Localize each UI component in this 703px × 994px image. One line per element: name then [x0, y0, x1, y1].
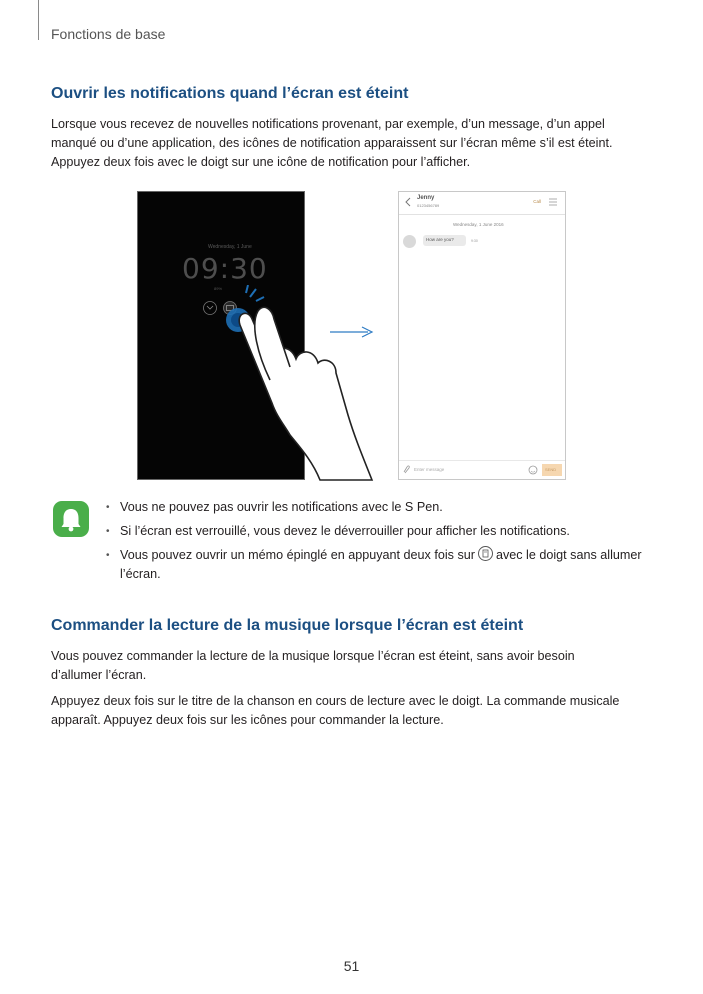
- double-tap-hand-icon: [220, 285, 390, 485]
- paragraph-line: manqué ou d’une application, des icônes de notification apparaissent sur l’écran même s’il est éteint.: [51, 136, 613, 150]
- message-header: [399, 192, 565, 215]
- note-item: • Si l’écran est verrouillé, vous devez le déverrouiller pour afficher les notifications.: [104, 522, 664, 541]
- attach-icon: [403, 465, 411, 475]
- back-icon: [404, 197, 412, 207]
- section-paragraph-music-2: [51, 692, 661, 730]
- page-number: 51: [343, 958, 360, 974]
- section-heading-music: Commander la lecture de la musique lorsque l’écran est éteint: [51, 617, 524, 634]
- paragraph-line: Appuyez deux fois sur le titre de la chanson en cours de lecture avec le doigt. La commande musicale: [51, 694, 620, 708]
- bell-icon: [53, 501, 89, 537]
- menu-icon: [549, 198, 557, 206]
- avatar: [403, 235, 416, 248]
- note-item: • Vous ne pouvez pas ouvrir les notifications avec le S Pen.: [104, 498, 664, 517]
- pinned-memo-icon: [478, 546, 493, 561]
- header-rule: [38, 0, 39, 40]
- call-button: Call: [533, 199, 541, 204]
- aod-battery: 89%: [214, 286, 223, 291]
- aod-date: Wednesday, 1 June: [208, 244, 252, 250]
- emoji-icon: [528, 465, 538, 475]
- send-button: [542, 464, 562, 476]
- message-bubble-text: How are you?: [426, 237, 454, 242]
- note-item: [104, 546, 664, 584]
- message-input-bar: [399, 460, 565, 479]
- note-item-text: avec le doigt sans allumer l’écran.: [120, 548, 642, 581]
- section-heading-notifications: Ouvrir les notifications quand l’écran est éteint: [51, 85, 409, 102]
- message-contact: Jenny: [417, 195, 435, 201]
- message-input-placeholder: Enter message: [414, 467, 445, 472]
- paragraph-line: Vous pouvez commander la lecture de la musique lorsque l’écran est éteint, sans avoir besoin: [51, 649, 575, 663]
- message-date: Wednesday, 1 June 2016: [453, 222, 504, 227]
- paragraph-line: Appuyez deux fois avec le doigt sur une icône de notification pour l’afficher.: [51, 155, 471, 169]
- message-number: 0123456789: [417, 203, 440, 208]
- paragraph-line: d’allumer l’écran.: [51, 668, 147, 682]
- send-button-label: SEND: [545, 467, 557, 472]
- paragraph-line: Lorsque vous recevez de nouvelles notifications provenant, par exemple, d’un message, d’un appel: [51, 117, 605, 131]
- message-screen: [398, 191, 566, 480]
- message-time: 9:30: [471, 239, 478, 243]
- section-paragraph-music-1: [51, 647, 661, 685]
- section-paragraph-notifications: [51, 115, 661, 172]
- note-list: [104, 498, 664, 589]
- chapter-title: Fonctions de base: [51, 26, 166, 42]
- right-arrow-icon: [330, 326, 374, 338]
- note-item-text: Vous pouvez ouvrir un mémo épinglé en appuyant deux fois sur: [120, 548, 475, 562]
- note-badge: [53, 501, 89, 537]
- aod-time: 09:30: [182, 252, 268, 285]
- paragraph-line: apparaît. Appuyez deux fois sur les icônes pour commander la lecture.: [51, 713, 444, 727]
